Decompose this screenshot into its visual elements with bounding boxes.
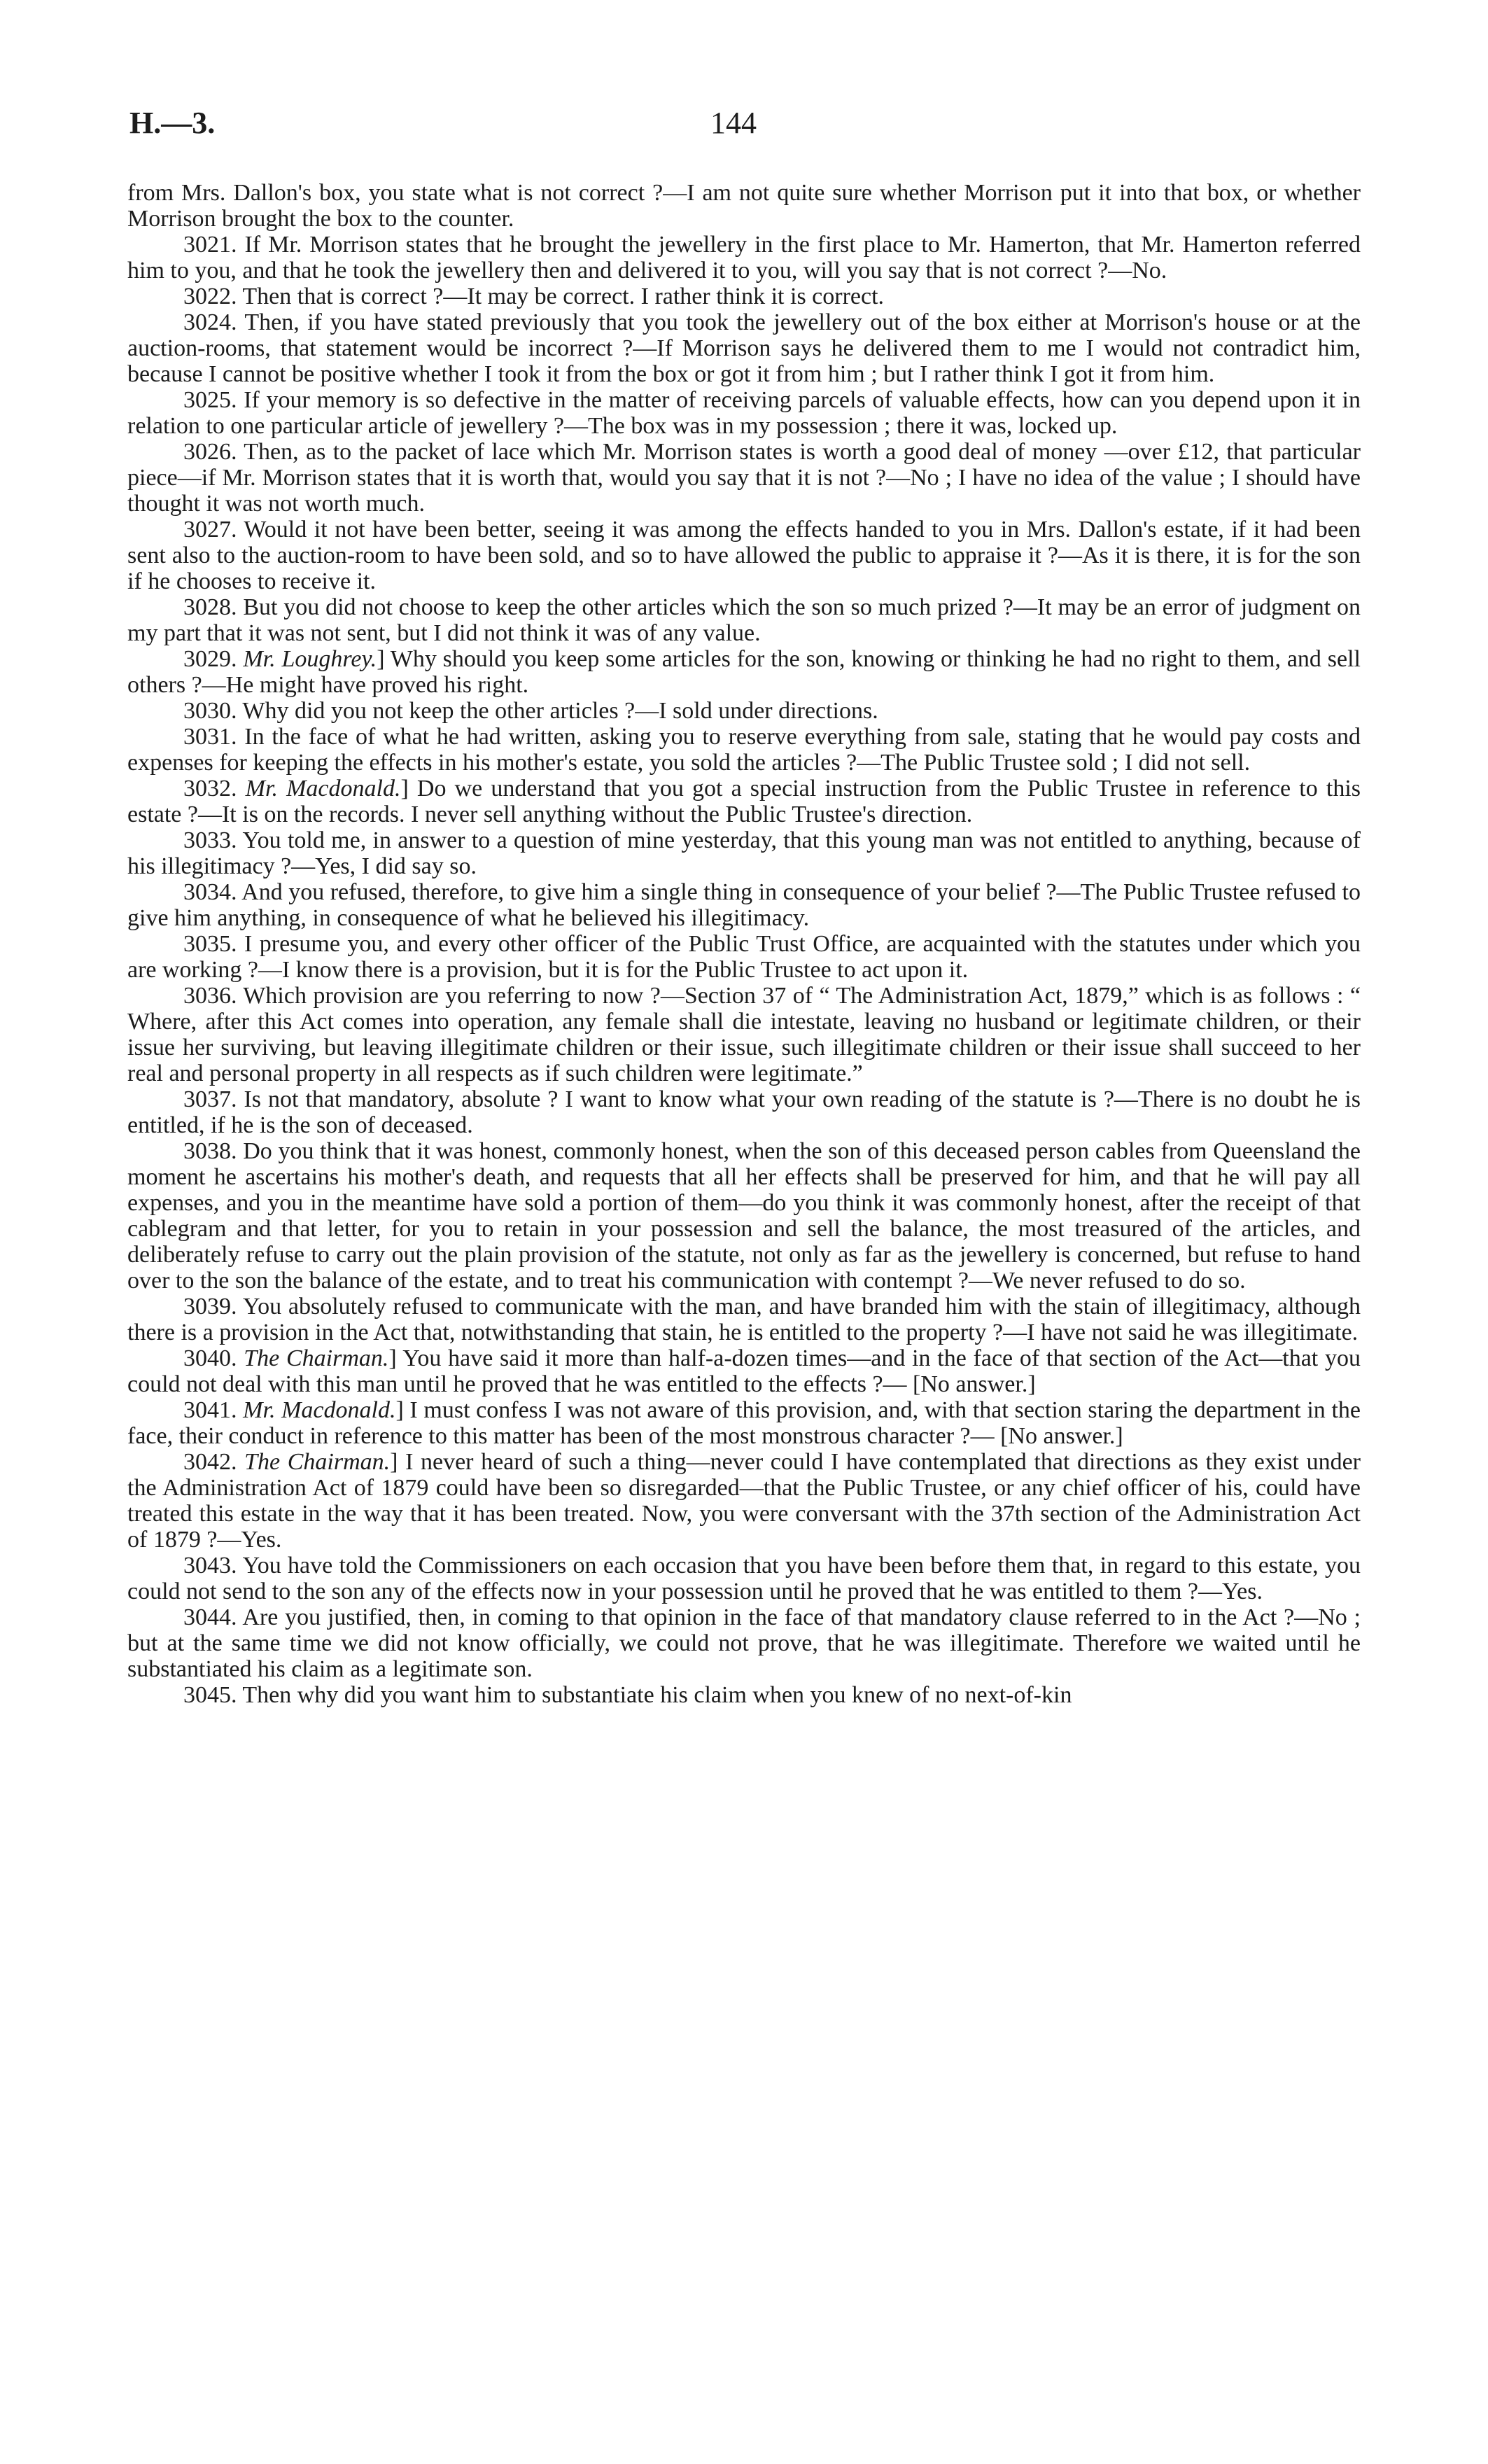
paragraph: 3028. But you did not choose to keep the other articles which the son so much prized ?—It may be an error of judgment on my part that it was not sent, but I did not think it was of any value. xyxy=(127,594,1361,646)
paragraph-text: ] You have said it more than half-a-dozen times—and in the face of that section of the Act—that you could not deal with this man until he proved that he was entitled to the effects ?— [No answer.] xyxy=(127,1345,1361,1397)
paragraph xyxy=(127,646,1361,698)
question-number: 3029. xyxy=(183,646,237,672)
paragraph: 3033. You told me, in answer to a question of mine yesterday, that this young man was not entitled to anything, because of his illegitimacy ?—Yes, I did say so. xyxy=(127,827,1361,879)
paragraph: 3037. Is not that mandatory, absolute ? I want to know what your own reading of the statute is ?—There is no doubt he is entitled, if he is the son of deceased. xyxy=(127,1086,1361,1138)
paragraph: 3044. Are you justified, then, in coming to that opinion in the face of that mandatory clause referred to in the Act ?—No ; but at the same time we did not know officially, we could not prove, that he was illegitimate. Therefore we waited until he substantiated his claim as a legitimate son. xyxy=(127,1604,1361,1682)
paragraph: 3024. Then, if you have stated previously that you took the jewellery out of the box either at Morrison's house or at the auction-rooms, that statement would be incorrect ?—If Morrison says he delivered them to me I would not contradict him, because I cannot be positive whether I took it from the box or got it from him ; but I rather think I got it from him. xyxy=(127,309,1361,387)
paragraph: 3021. If Mr. Morrison states that he brought the jewellery in the first place to Mr. Hamerton, that Mr. Hamerton referred him to you, and that he took the jewellery then and delivered it to you, will you say that is not correct ?—No. xyxy=(127,232,1361,284)
paragraph xyxy=(127,776,1361,827)
question-number: 3032. xyxy=(183,776,237,802)
paragraph-text: ] I never heard of such a thing—never could I have contemplated that directions as they exist under the Administration Act of 1879 could have been so disregarded—that the Public Trustee, or any chief officer of his, could have treated this estate in the way that it has been treated. Now, you were conversant with the 37th section of the Administration Act of 1879 ?—Yes. xyxy=(127,1449,1361,1553)
paragraph: 3031. In the face of what he had written, asking you to reserve everything from sale, stating that he would pay costs and expenses for keeping the effects in his mother's estate, you sold the articles ?—The Public Trustee sold ; I did not sell. xyxy=(127,724,1361,776)
paragraph: 3025. If your memory is so defective in the matter of receiving parcels of valuable effects, how can you depend upon it in relation to one particular article of jewellery ?—The box was in my possession ; there it was, locked up. xyxy=(127,387,1361,439)
paragraph: 3038. Do you think that it was honest, commonly honest, when the son of this deceased person cables from Queensland the moment he ascertains his mother's death, and requests that all her effects shall be preserved for him, and that he will pay all expenses, and you in the meantime have sold a portion of them—do you think it was commonly honest, after the receipt of that cablegram and that letter, for you to retain in your possession and sell the balance, the most treasured of the articles, and deliberately refuse to carry out the plain provision of the statute, not only as far as the jewellery is concerned, but refuse to hand over to the son the balance of the estate, and to treat his communication with contempt ?—We never refused to do so. xyxy=(127,1138,1361,1294)
paragraph-text: ] I must confess I was not aware of this provision, and, with that section staring the department in the face, their conduct in reference to this matter has been of the most monstrous character ?— [No answer.] xyxy=(127,1397,1361,1449)
speaker-name: Mr. Loughrey. xyxy=(243,646,377,672)
transcript-body xyxy=(127,180,1361,1708)
paragraph xyxy=(127,1449,1361,1553)
paragraph: 3043. You have told the Commissioners on each occasion that you have been before them that, in regard to this estate, you could not send to the son any of the effects now in your possession until he proved that he was entitled to them ?—Yes. xyxy=(127,1553,1361,1604)
paragraph: 3034. And you refused, therefore, to give him a single thing in consequence of your belief ?—The Public Trustee refused to give him anything, in consequence of what he believed his illegitimacy. xyxy=(127,879,1361,931)
paragraph xyxy=(127,1397,1361,1449)
paragraph: 3026. Then, as to the packet of lace which Mr. Morrison states is worth a good deal of money —over £12, that particular piece—if Mr. Morrison states that it is worth that, would you say that it is not ?—No ; I have no idea of the value ; I should have thought it was not worth much. xyxy=(127,439,1361,517)
question-number: 3040. xyxy=(183,1345,237,1371)
speaker-name: The Chairman. xyxy=(244,1345,389,1371)
paragraph: 3045. Then why did you want him to substantiate his claim when you knew of no next-of-kin xyxy=(183,1682,1072,1708)
page-header xyxy=(129,105,1354,154)
paragraph: 3022. Then that is correct ?—It may be correct. I rather think it is correct. xyxy=(183,284,885,309)
paragraph: 3036. Which provision are you referring to now ?—Section 37 of “ The Administration Act, 1879,” which is as follows : “ Where, after this Act comes into operation, any female shall die intestate, leaving no husband or legitimate children, or their issue her surviving, but leaving illegitimate children or their issue, such illegitimate children or their issue shall succeed to her real and personal property in all respects as if such children were legitimate.” xyxy=(127,983,1361,1086)
paragraph xyxy=(127,1345,1361,1397)
page-number: 144 xyxy=(710,106,757,140)
paragraph: 3039. You absolutely refused to communicate with the man, and have branded him with the stain of illegitimacy, although there is a provision in the Act that, notwithstanding that stain, he is entitled to the property ?—I have not said he was illegitimate. xyxy=(127,1294,1361,1345)
paragraph-text: ] Why should you keep some articles for the son, knowing or thinking he had no right to them, and sell others ?—He might have proved his right. xyxy=(127,646,1361,698)
speaker-name: Mr. Macdonald. xyxy=(245,776,401,802)
paragraph: 3030. Why did you not keep the other articles ?—I sold under directions. xyxy=(183,698,878,724)
paragraph: 3035. I presume you, and every other officer of the Public Trust Office, are acquainted with the statutes under which you are working ?—I know there is a provision, but it is for the Public Trustee to act upon it. xyxy=(127,931,1361,983)
question-number: 3042. xyxy=(183,1449,237,1475)
document-reference: H.—3. xyxy=(129,106,216,140)
paragraph-text: ] Do we understand that you got a special instruction from the Public Trustee in reference to this estate ?—It is on the records. I never sell anything without the Public Trustee's direction. xyxy=(127,776,1361,827)
speaker-name: Mr. Macdonald. xyxy=(243,1397,396,1423)
question-number: 3041. xyxy=(183,1397,237,1423)
paragraph: 3027. Would it not have been better, seeing it was among the effects handed to you in Mrs. Dallon's estate, if it had been sent also to the auction-room to have been sold, and so to have allowed the public to appraise it ?—As it is there, it is for the son if he chooses to receive it. xyxy=(127,517,1361,594)
paragraph: from Mrs. Dallon's box, you state what is not correct ?—I am not quite sure whether Morrison put it into that box, or whether Morrison brought the box to the counter. xyxy=(127,180,1361,232)
speaker-name: The Chairman. xyxy=(244,1449,391,1475)
